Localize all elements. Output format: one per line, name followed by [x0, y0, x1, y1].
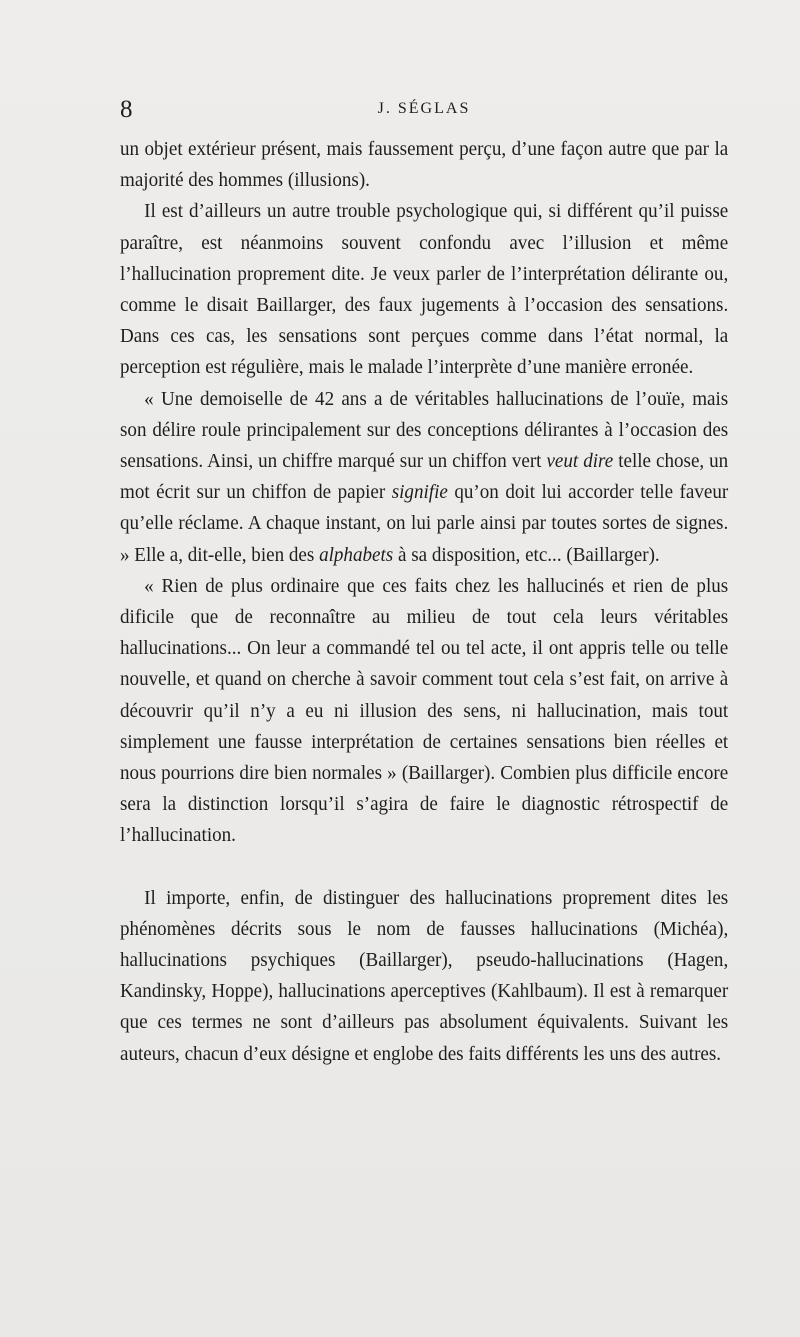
paragraph-3-emphasis-1: veut dire — [546, 450, 614, 473]
paragraph-3-text-c: qu’on doit lui accorder telle faveur qu’elle réclame. A chaque instant, on lui parle ainsi par toutes sortes de signes. » Elle a, dit-elle, bien des — [120, 481, 729, 566]
paragraph-4: « Rien de plus ordinaire que ces faits chez les hallucinés et rien de plus dificile que de reconnaître au milieu de tout cela leurs véritables hallucinations... On leur a commandé tel ou tel acte, il ont appris telle ou telle nouvelle, et quand on cherche à savoir comment tout cela s’est fait, on arrive à découvrir qu’il n’y a eu ni illusion des sens, ni hallucination, mais tout simplement une fausse interprétation de certaines sensations bien réelles et nous pourrions dire bien normales » (Baillarger). Combien plus difficile encore sera la distinction lorsqu’il s’agira de faire le diagnostic rétrospectif de l’hallucination. — [120, 574, 729, 847]
paragraph-3-emphasis-3: alphabets — [319, 543, 394, 566]
paragraph-2: Il est d’ailleurs un autre trouble psychologique qui, si différent qu’il puisse paraître, est néanmoins souvent confondu avec l’illusion et même l’hallucination proprement dite. Je veux parler de l’interprétation délirante ou, comme le disait Baillarger, des faux jugements à l’occasion des sensations. Dans ces cas, les sensations sont perçues comme dans l’état normal, la perception est régulière, mais le malade l’interprète d’une manière erronée. — [120, 200, 729, 379]
paragraph-3-text-a: « Une demoiselle de 42 ans a de véritables hallucinations de l’ouïe, mais son délire roule principalement sur des conceptions délirantes à l’occasion des sensations. Ainsi, un chiffre marqué sur un chiffon vert — [120, 387, 729, 473]
paragraph-5: Il importe, enfin, de distinguer des hallucinations proprement dites les phénomènes décrits sous le nom de fausses hallucinations (Michéa), hallucinations psychiques (Baillarger), pseudo-hallucinations (Hagen, Kandinsky, Hoppe), hallucinations aperceptives (Kahlbaum). Il est à remarquer que ces termes ne sont d’ailleurs pas absolument équivalents. Suivant les auteurs, chacun d’eux désigne et englobe des faits différents les uns des autres. — [120, 886, 729, 1065]
body-text — [120, 134, 728, 1070]
page-header — [120, 96, 728, 126]
paragraph-3 — [120, 384, 728, 571]
paragraph-3-text-b: telle chose, un mot écrit sur un chiffon de papier — [120, 450, 729, 504]
page-number: 8 — [120, 96, 133, 123]
paragraph-1: un objet extérieur présent, mais faussement perçu, d’une façon autre que par la majorité des hommes (illusions). — [120, 138, 729, 192]
paragraph-3-text-d: à sa disposition, etc... (Baillarger). — [393, 543, 660, 566]
paragraph-3-emphasis-2: signifie — [391, 481, 448, 504]
running-head: J. SÉGLAS — [377, 100, 471, 117]
